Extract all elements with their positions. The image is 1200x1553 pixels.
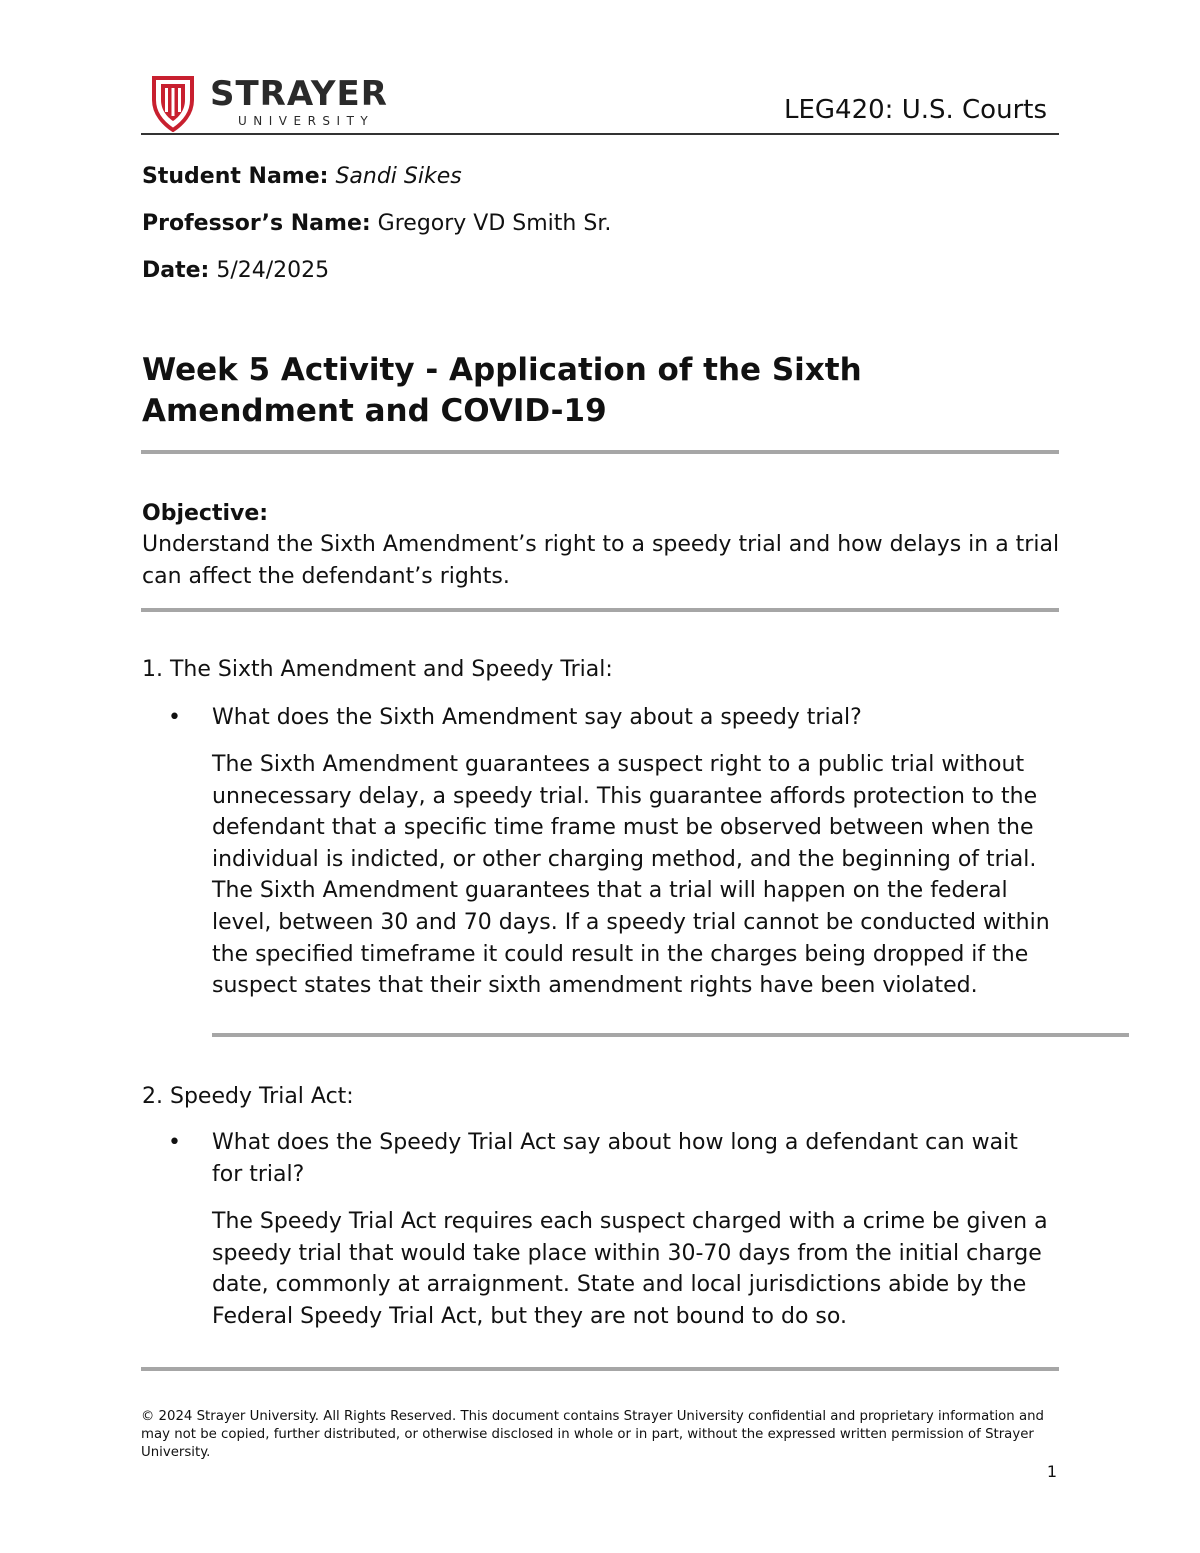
section-2-answer: The Speedy Trial Act requires each suspect charged with a crime be given a speedy trial that would take place within 30-70 days from the initial charge date, commonly at arraignment. State and local jurisdictions abide by the Federal Speedy Trial Act, but they are not bound to do so. xyxy=(212,1209,1048,1329)
bullet-icon: • xyxy=(168,1130,181,1155)
section-1-heading: 1. The Sixth Amendment and Speedy Trial: xyxy=(142,657,613,682)
date-value: 5/24/2025 xyxy=(216,258,330,283)
professor-name-line xyxy=(142,210,611,238)
page-number: 1 xyxy=(1046,1462,1057,1481)
logo-subtitle: UNIVERSITY xyxy=(238,114,375,128)
logo-wordmark: STRAYER xyxy=(210,74,388,114)
section-2-divider xyxy=(141,1367,1059,1371)
professor-name-value: Gregory VD Smith Sr. xyxy=(377,211,612,236)
title-divider xyxy=(141,450,1059,454)
objective-text: Understand the Sixth Amendment’s right to a speedy trial and how delays in a trial can affect the defendant’s rights. xyxy=(142,532,1060,589)
objective-divider xyxy=(141,608,1059,612)
date-label: Date: xyxy=(142,258,210,283)
strayer-shield-icon xyxy=(150,74,196,132)
course-title: LEG420: U.S. Courts xyxy=(783,95,1047,125)
objective-label: Objective: xyxy=(142,501,269,526)
bullet-icon: • xyxy=(168,705,181,730)
student-name-label: Student Name: xyxy=(142,164,329,189)
section-1-divider xyxy=(212,1033,1129,1037)
copyright-notice: © 2024 Strayer University. All Rights Reserved. This document contains Strayer University confidential and proprietary information and may not be copied, further distributed, or otherwise disclosed in whole or in part, without the expressed written permission of Strayer University. xyxy=(141,1409,1044,1460)
section-2-heading: 2. Speedy Trial Act: xyxy=(142,1084,354,1109)
date-line xyxy=(142,257,329,285)
section-1-question-text: What does the Sixth Amendment say about a speedy trial? xyxy=(212,705,862,730)
student-name-value: Sandi Sikes xyxy=(335,164,462,189)
strayer-logo xyxy=(150,74,410,134)
professor-name-label: Professor’s Name: xyxy=(142,211,371,236)
section-1-answer: The Sixth Amendment guarantees a suspect right to a public trial without unnecessary delay, a speedy trial. This guarantee affords protection to the defendant that a specific time frame must be observed between when the individual is indicted, or other charging method, and the beginning of trial. The Sixth Amendment guarantees that a trial will happen on the federal level, between 30 and 70 days. If a speedy trial cannot be conducted within the specified timeframe it could result in the charges being dropped if the suspect states that their sixth amendment rights have been violated. xyxy=(212,752,1050,999)
header-rule xyxy=(141,133,1059,135)
section-2-question-text: What does the Speedy Trial Act say about how long a defendant can wait for trial? xyxy=(212,1130,1018,1187)
page-title: Week 5 Activity - Application of the Sixth Amendment and COVID-19 xyxy=(142,352,862,429)
student-name-line xyxy=(142,163,462,191)
